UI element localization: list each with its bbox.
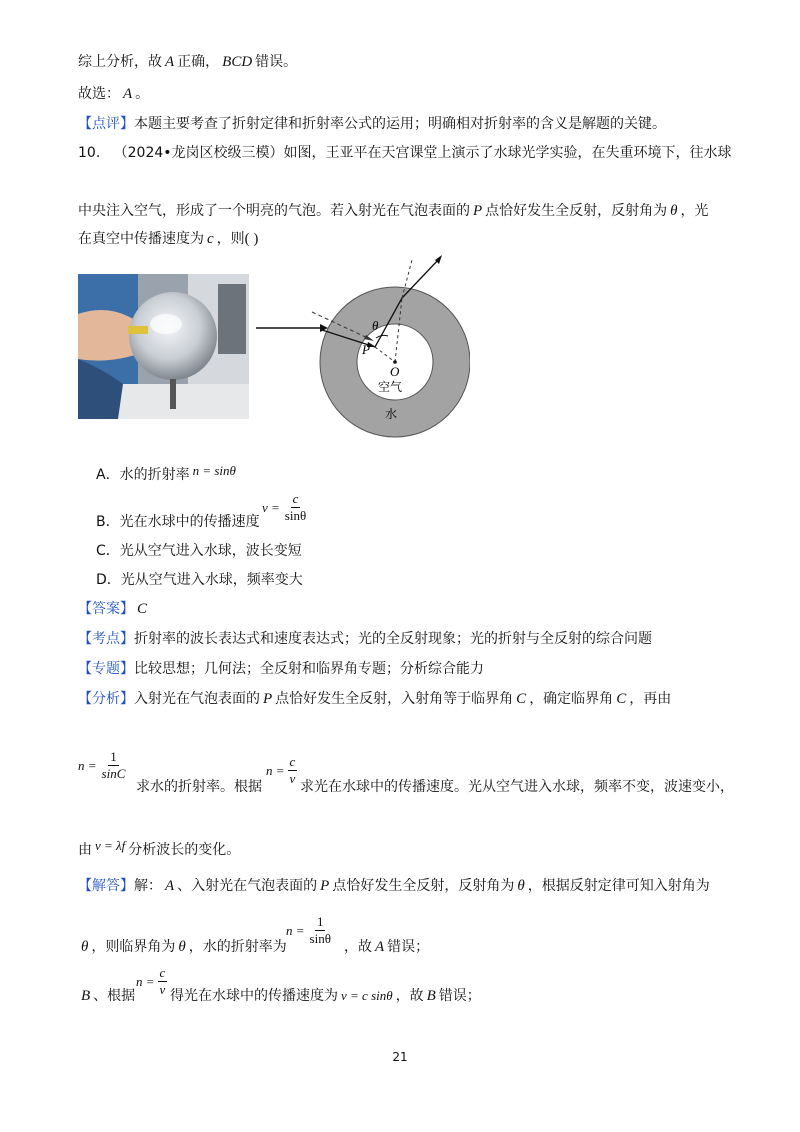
zhuanti-text: 比较思想；几何法；全反射和临界角专题；分析综合能力 bbox=[134, 661, 484, 677]
review-tag: 【点评】 bbox=[78, 116, 134, 132]
fenxi-line-1: 【分析】入射光在气泡表面的 P 点恰好发生全反射，入射角等于临界角 C ，确定临界角 C ，再由 bbox=[78, 691, 672, 707]
question-text: 中央注入空气，形成了一个明亮的气泡。若入射光在气泡表面的 bbox=[78, 203, 470, 219]
kaodian-text: 折射率的波长表达式和速度表达式；光的全反射现象；光的折射与全反射的综合问题 bbox=[134, 631, 652, 647]
review-line bbox=[78, 114, 666, 134]
answer-tag: 【答案】 bbox=[78, 601, 134, 617]
question-number: 10. bbox=[78, 145, 101, 161]
question-text: 在真空中传播速度为 bbox=[78, 231, 204, 247]
var-a: A bbox=[165, 54, 175, 70]
summary-text: 综上分析，故 bbox=[78, 54, 162, 70]
summary-line bbox=[78, 52, 297, 72]
question-text: 如图，王亚平在天宫课堂上演示了水球光学实验，在失重环境下，往水球 bbox=[283, 145, 732, 161]
option-c[interactable] bbox=[96, 541, 302, 561]
option-d-text: D．光从空气进入水球，频率变大 bbox=[96, 572, 303, 588]
fenxi-tag: 【分析】 bbox=[78, 691, 134, 707]
fenxi-formula-2: n = $\frac{c}{v}$ bbox=[266, 754, 296, 786]
o-label: O bbox=[390, 364, 400, 379]
answer-line bbox=[78, 599, 150, 619]
fenxi-formula-1: n = $\frac{1}{\sin C}$ bbox=[78, 749, 126, 781]
jieda-line-1: 【解答】解： A 、入射光在气泡表面的 P 点恰好发生全反射，反射角为 θ ，根据反射定律可知入射角为 bbox=[78, 878, 710, 894]
choice-text: 故选： bbox=[78, 86, 120, 102]
jieda-line-2a: θ ，则临界角为 θ ，水的折射率为 bbox=[81, 939, 287, 955]
question-line-1 bbox=[78, 143, 732, 163]
question-text: 点恰好发生全反射，反射角为 bbox=[485, 203, 668, 219]
page-number: 21 bbox=[392, 1050, 408, 1064]
jieda-formula-1: n = $\frac{1}{\sin\theta}$ bbox=[286, 914, 331, 946]
question-text: ，则 bbox=[216, 231, 245, 247]
zhuanti-line bbox=[78, 659, 484, 679]
jieda-formula-2: n = $\frac{c}{v}$ bbox=[136, 965, 166, 997]
water-label: 水 bbox=[385, 407, 398, 421]
review-text: 本题主要考查了折射定律和折射率公式的运用；明确相对折射率的含义是解题的关键。 bbox=[134, 116, 666, 132]
fenxi-line-2a: 求水的折射率。根据 bbox=[136, 779, 262, 795]
question-text: ，光 bbox=[680, 203, 709, 219]
kaodian-line bbox=[78, 629, 652, 649]
optics-diagram bbox=[250, 250, 470, 440]
jieda-line-3a: B 、根据 bbox=[81, 988, 136, 1004]
zhuanti-tag: 【专题】 bbox=[78, 661, 134, 677]
water-ball-photo bbox=[78, 274, 249, 419]
var-c: c bbox=[207, 231, 214, 247]
option-d[interactable] bbox=[96, 570, 303, 590]
var-bcd: BCD bbox=[222, 54, 253, 70]
question-line-2 bbox=[78, 201, 709, 221]
kaodian-tag: 【考点】 bbox=[78, 631, 134, 647]
option-c-text: C．光从空气进入水球，波长变短 bbox=[96, 543, 302, 559]
option-b-text: B．光在水球中的传播速度 bbox=[96, 514, 260, 530]
question-line-3 bbox=[78, 229, 258, 249]
option-a[interactable] bbox=[96, 461, 239, 485]
option-b[interactable] bbox=[96, 512, 260, 532]
option-a-formula: n = sinθ bbox=[192, 463, 236, 478]
fenxi-line-2b: 求光在水球中的传播速度。光从空气进入水球，频率不变，波速变小， bbox=[300, 779, 734, 795]
p-label: P bbox=[362, 342, 370, 357]
option-a-text: A．水的折射率 bbox=[96, 467, 190, 483]
var-a: A bbox=[123, 86, 133, 102]
var-p: P bbox=[473, 203, 483, 219]
jieda-line-3b: 得光在水球中的传播速度为 v = c sinθ ，故 B 错误； bbox=[170, 988, 481, 1004]
var-theta: θ bbox=[670, 203, 678, 219]
option-b-formula: v = $\frac{c}{\sin\theta}$ bbox=[262, 491, 307, 523]
summary-text-2: 正确， bbox=[177, 54, 220, 70]
choice-period: 。 bbox=[135, 86, 150, 102]
fenxi-line-3: 由 v = λf 分析波长的变化。 bbox=[78, 838, 241, 858]
jieda-line-2b: ，故 A 错误； bbox=[344, 939, 430, 955]
answer-value: C bbox=[137, 601, 148, 617]
summary-text-3: 错误。 bbox=[255, 54, 298, 70]
answer-blank: ( ) bbox=[244, 231, 259, 247]
question-source: （2024•龙岗区校级三模） bbox=[113, 145, 284, 161]
choice-line bbox=[78, 84, 149, 104]
water-ball-photo-graphic bbox=[78, 274, 249, 419]
jieda-tag: 【解答】 bbox=[78, 878, 134, 894]
theta-label: θ bbox=[372, 318, 379, 333]
air-label: 空气 bbox=[378, 380, 403, 394]
